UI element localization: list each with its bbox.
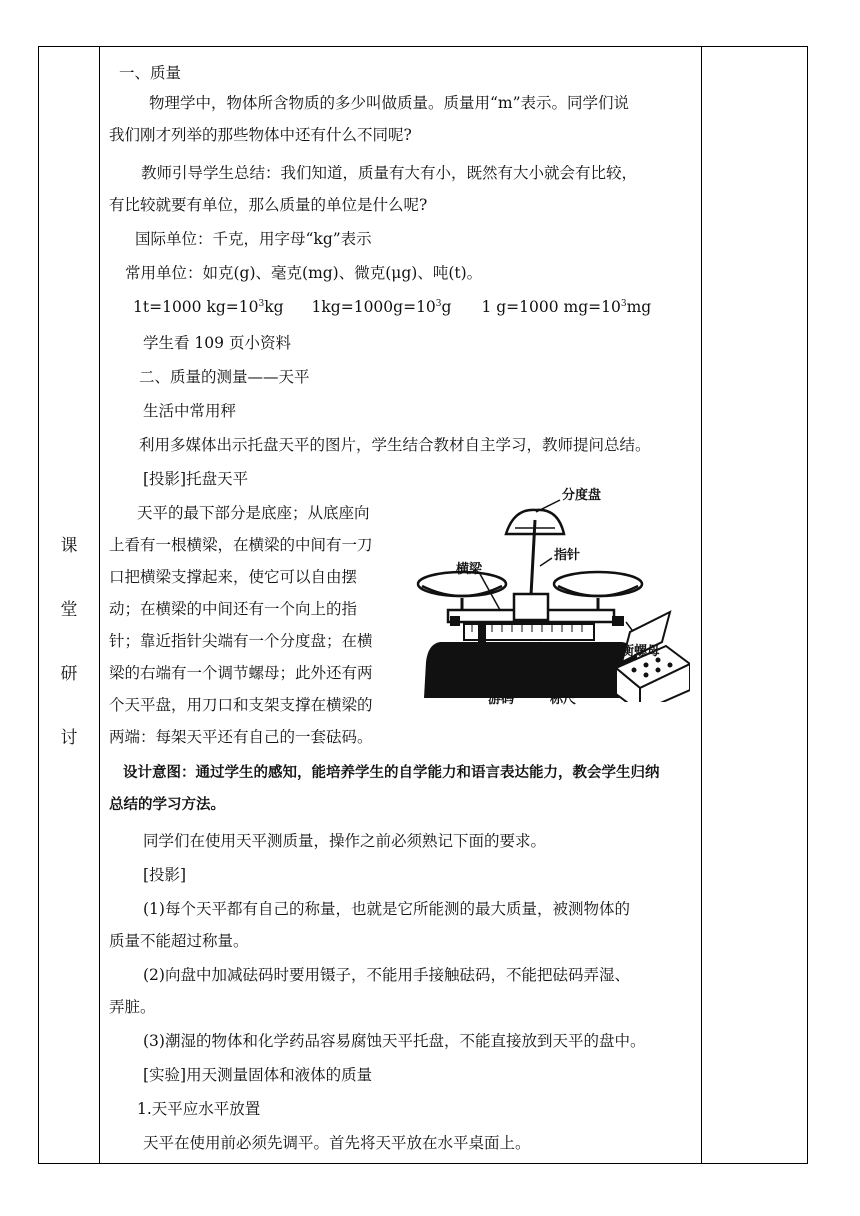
projection-label: [投影]托盘天平 [143,470,249,488]
column-divider [701,47,702,1163]
conversion-g: 1 g=1000 $mg=10^3mg$ [481,298,652,316]
label-dial: 分度盘 [562,488,602,503]
right-pan [554,572,642,596]
conversion-kg: $1kg=1000g=10^3g$ [311,298,452,316]
label-rider: 游码 [488,692,515,707]
label-beam: 横梁 [456,562,483,577]
row-label-column [39,47,99,1163]
paragraph-line: 物理学中，物体所含物质的多少叫做质量。质量用“m”表示。同学们说 [149,94,630,112]
rule-1-line: (1)每个天平都有自己的称量，也就是它所能测的最大质量，被测物体的 [143,900,630,918]
heading-measurement: 二、质量的测量——天平 [139,368,310,386]
paragraph-line: 利用多媒体出示托盘天平的图片，学生结合教材自主学习，教师提问总结。 [139,436,651,454]
paragraph-line: 天平在使用前必须先调平。首先将天平放在水平桌面上。 [143,1134,531,1152]
paragraph-line: 上看有一根横梁，在横梁的中间有一刀 [109,536,373,554]
paragraph-line: 同学们在使用天平测质量，操作之前必须熟记下面的要求。 [143,832,547,850]
rider [478,622,486,642]
step-1-heading: 1.天平应水平放置 [137,1100,261,1118]
label-pointer: 指针 [554,548,581,563]
paragraph-line: 针；靠近指针尖端有一个分度盘；在横 [109,632,373,650]
balance-nut [612,616,624,626]
paragraph-line: 动；在横梁的中间还有一个向上的指 [109,600,358,618]
balance-figure [390,462,690,707]
row-label-char: 课 [60,536,78,556]
design-intent-line: 总结的学习方法。 [109,797,225,813]
conversion-t: 1t=1000 $kg=10^3kg$ [133,298,284,316]
design-intent-line: 设计意图：通过学生的感知，能培养学生的自学能力和语言表达能力，教会学生归纳 [123,765,660,781]
paragraph-line: 个天平盘，用刀口和支架支撑在横梁的 [109,696,373,714]
row-label-char: 讨 [60,728,78,748]
column-divider [99,47,100,1163]
paragraph-line: 生活中常用秤 [143,402,237,420]
label-scale: 标尺 [550,692,577,707]
paragraph-line: 有比较就要有单位，那么质量的单位是什么呢? [109,196,428,214]
rule-2-line: 弄脏。 [109,998,156,1016]
row-label-char: 堂 [60,600,78,620]
paragraph-line: 梁的右端有一个调节螺母；此外还有两 [109,664,373,682]
row-label-char: 研 [60,664,78,684]
si-unit-line: 国际单位：千克，用字母“kg”表示 [135,230,372,248]
paragraph-line: 天平的最下部分是底座；从底座向 [137,504,370,522]
rule-2-line: (2)向盘中加减砝码时要用镊子，不能用手接触砝码，不能把砝码弄湿、 [143,966,630,984]
paragraph-line: 我们刚才列举的那些物体中还有什么不同呢? [109,126,412,144]
label-balance-nut: 平衡螺母 [608,644,661,659]
rule-3-line: (3)潮湿的物体和化学药品容易腐蚀天平托盘，不能直接放到天平的盘中。 [143,1032,646,1050]
balance-drawing [390,462,690,702]
paragraph-line: 口把横梁支撑起来，使它可以自由摆 [109,568,358,586]
projection-label: [投影] [143,866,187,884]
rule-1-line: 质量不能超过称量。 [109,932,249,950]
experiment-label: [实验]用天测量固体和液体的质量 [143,1066,373,1084]
paragraph-line: 两端：每架天平还有自己的一套砝码。 [109,728,373,746]
unit-conversion-line [133,297,651,317]
heading-mass: 一、质量 [119,64,182,82]
paragraph-line: 教师引导学生总结：我们知道，质量有大有小，既然有大小就会有比较， [141,164,638,182]
paragraph-line: 学生看 109 页小资料 [143,334,291,352]
common-units-line: 常用单位：如克(g)、毫克(mg)、微克(μg)、吨(t)。 [125,264,483,282]
